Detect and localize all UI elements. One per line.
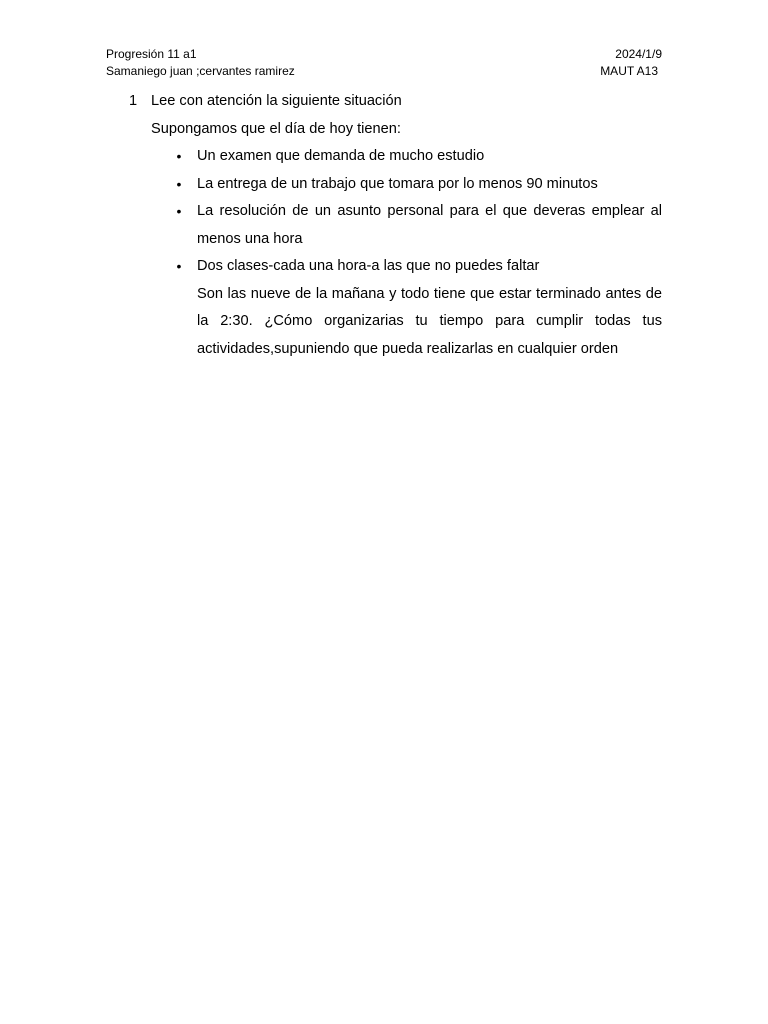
question-heading [106, 88, 662, 116]
header-authors: Samaniego juan ;cervantes ramirez [106, 64, 295, 78]
activity-list [106, 143, 662, 281]
list-item [174, 253, 662, 281]
list-item-text: Un examen que demanda de mucho estudio [197, 148, 485, 164]
question-title: Lee con atención la siguiente situación [151, 93, 402, 109]
question-number: 1 [129, 93, 138, 109]
document-body [106, 88, 662, 363]
header-row-1 [106, 46, 662, 63]
list-item-text: La entrega de un trabajo que tomara por lo menos 90 minutos [197, 175, 598, 192]
list-item [174, 198, 662, 253]
header-row-2 [106, 63, 662, 80]
bullet-icon: • [176, 175, 182, 192]
list-item [174, 171, 662, 199]
list-item-text: La resolución de un asunto personal para el que deveras emplear al menos una hora [197, 203, 662, 247]
bullet-icon: • [176, 258, 182, 274]
list-item [174, 143, 662, 171]
bullet-icon: • [176, 203, 182, 219]
question-intro: Supongamos que el día de hoy tienen: [151, 120, 401, 137]
header-progression: Progresión 11 a1 [106, 47, 197, 61]
bullet-icon: • [176, 148, 182, 164]
list-item-text: Dos clases-cada una hora-a las que no puedes faltar [197, 258, 540, 274]
header-group: MAUT A13 [600, 64, 658, 78]
header-date: 2024/1/9 [615, 47, 662, 61]
question-continuation: Son las nueve de la mañana y todo tiene que estar terminado antes de la 2:30. ¿Cómo organizarias tu tiempo para cumplir todas tus actividades,supuniendo que pueda realizarlas en cualquier orden [197, 285, 662, 357]
document-header [106, 46, 662, 80]
